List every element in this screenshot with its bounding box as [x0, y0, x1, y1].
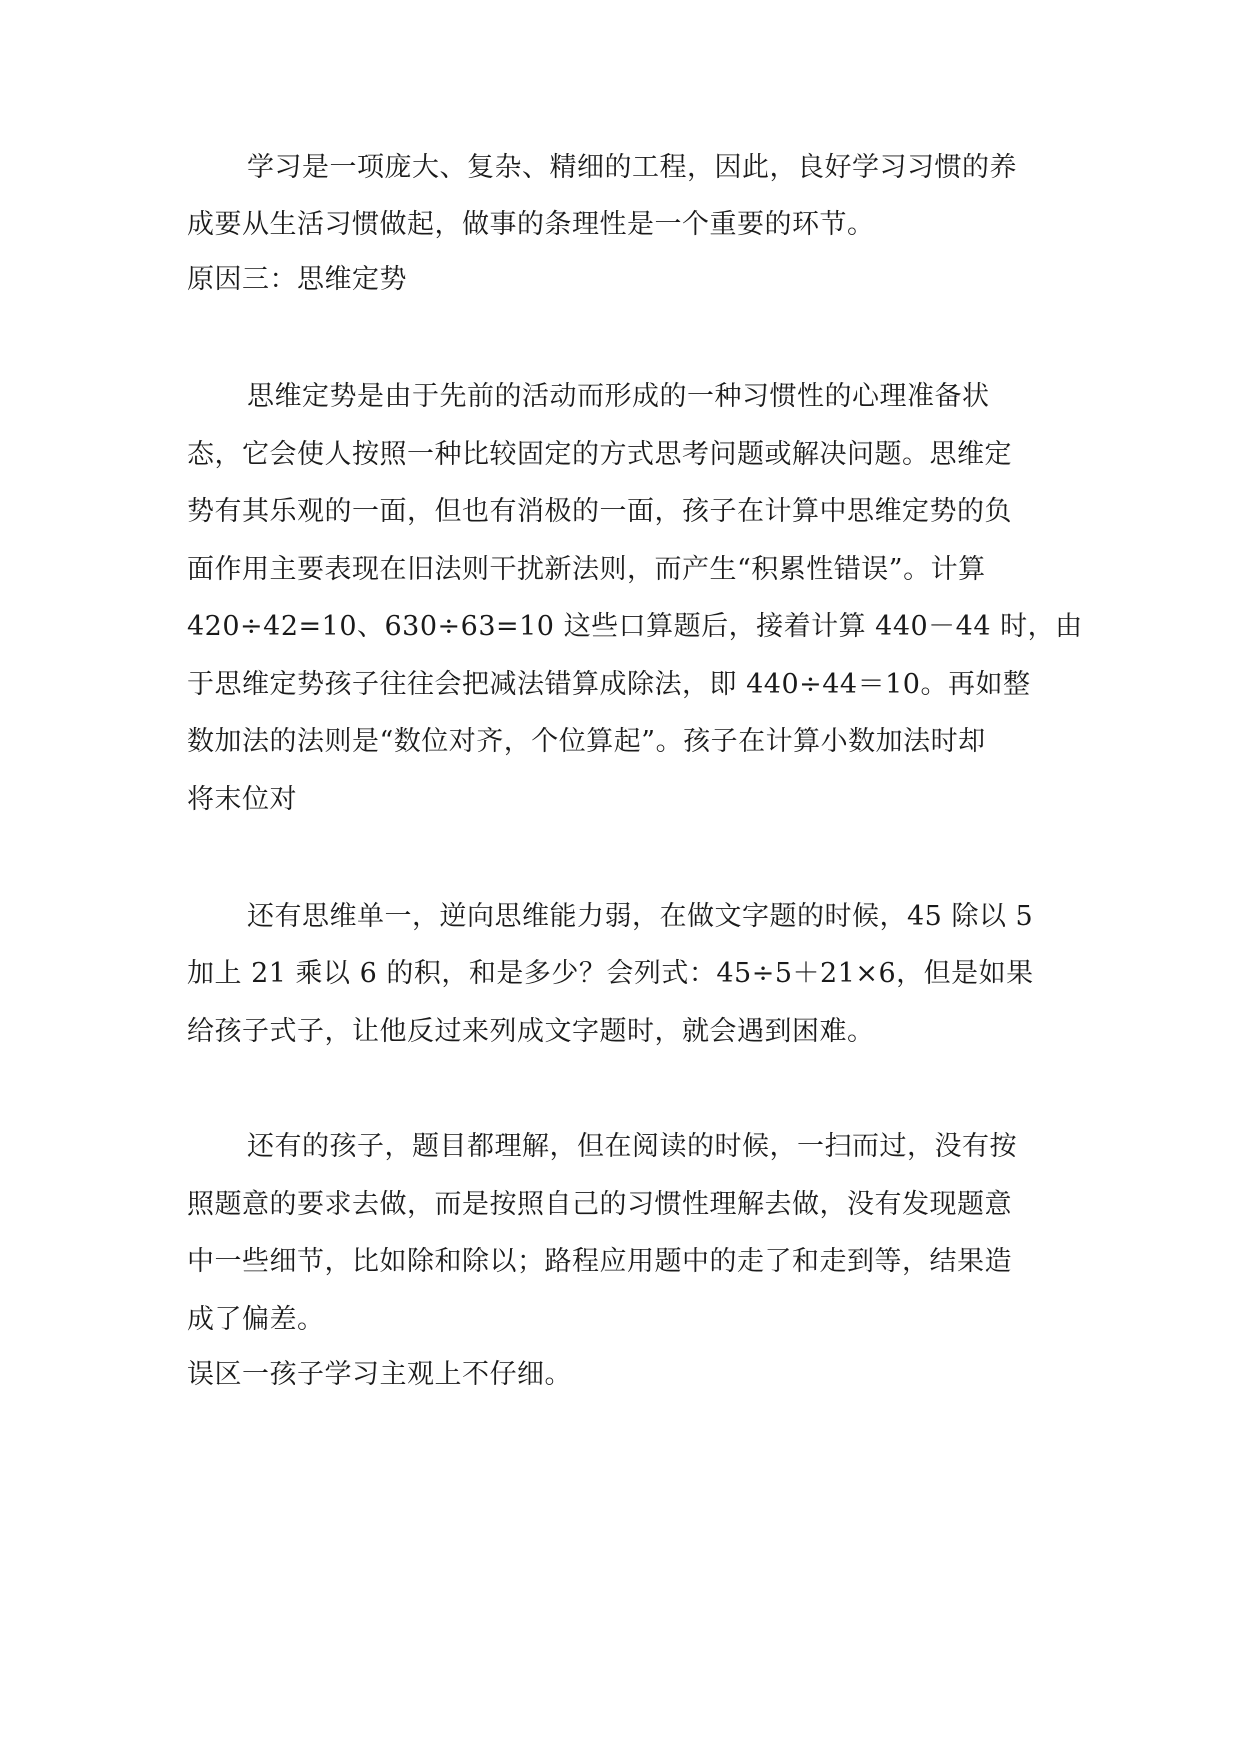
paragraph-2-line-4: 面作用主要表现在旧法则干扰新法则，而产生“积累性错误”。计算	[187, 554, 986, 585]
paragraph-2-line-1: 思维定势是由于先前的活动而形成的一种习惯性的心理准备状	[247, 381, 990, 412]
paragraph-2-line-2: 态，它会使人按照一种比较固定的方式思考问题或解决问题。思维定	[187, 439, 1012, 470]
section-heading-misconception-one: 误区一孩子学习主观上不仔细。	[187, 1359, 572, 1390]
paragraph-2-line-3: 势有其乐观的一面，但也有消极的一面，孩子在计算中思维定势的负	[187, 496, 1012, 527]
paragraph-2-line-6: 于思维定势孩子往往会把减法错算成除法，即 440÷44＝10。再如整	[187, 669, 1031, 700]
paragraph-3-line-2: 加上 21 乘以 6 的积，和是多少？会列式：45÷5＋21×6，但是如果	[187, 958, 1034, 989]
paragraph-4-line-2: 照题意的要求去做，而是按照自己的习惯性理解去做，没有发现题意	[187, 1189, 1012, 1220]
paragraph-1-line-1: 学习是一项庞大、复杂、精细的工程，因此，良好学习习惯的养	[247, 152, 1017, 183]
paragraph-3-line-1: 还有思维单一，逆向思维能力弱，在做文字题的时候，45 除以 5	[247, 901, 1034, 932]
paragraph-2-line-5: 420÷42=10、630÷63=10 这些口算题后，接着计算 440－44 时，由	[187, 611, 1083, 642]
paragraph-4-line-3: 中一些细节，比如除和除以；路程应用题中的走了和走到等，结果造	[187, 1246, 1012, 1277]
paragraph-4-line-1: 还有的孩子，题目都理解，但在阅读的时候，一扫而过，没有按	[247, 1131, 1017, 1162]
paragraph-1-line-2: 成要从生活习惯做起，做事的条理性是一个重要的环节。	[187, 209, 875, 240]
paragraph-3-line-3: 给孩子式子，让他反过来列成文字题时，就会遇到困难。	[187, 1016, 875, 1047]
section-heading-reason-three: 原因三：思维定势	[187, 264, 407, 295]
paragraph-2-line-8: 将末位对	[187, 784, 297, 815]
paragraph-2-line-7: 数加法的法则是“数位对齐，个位算起”。孩子在计算小数加法时却	[187, 726, 986, 757]
paragraph-4-line-4: 成了偏差。	[187, 1304, 325, 1335]
